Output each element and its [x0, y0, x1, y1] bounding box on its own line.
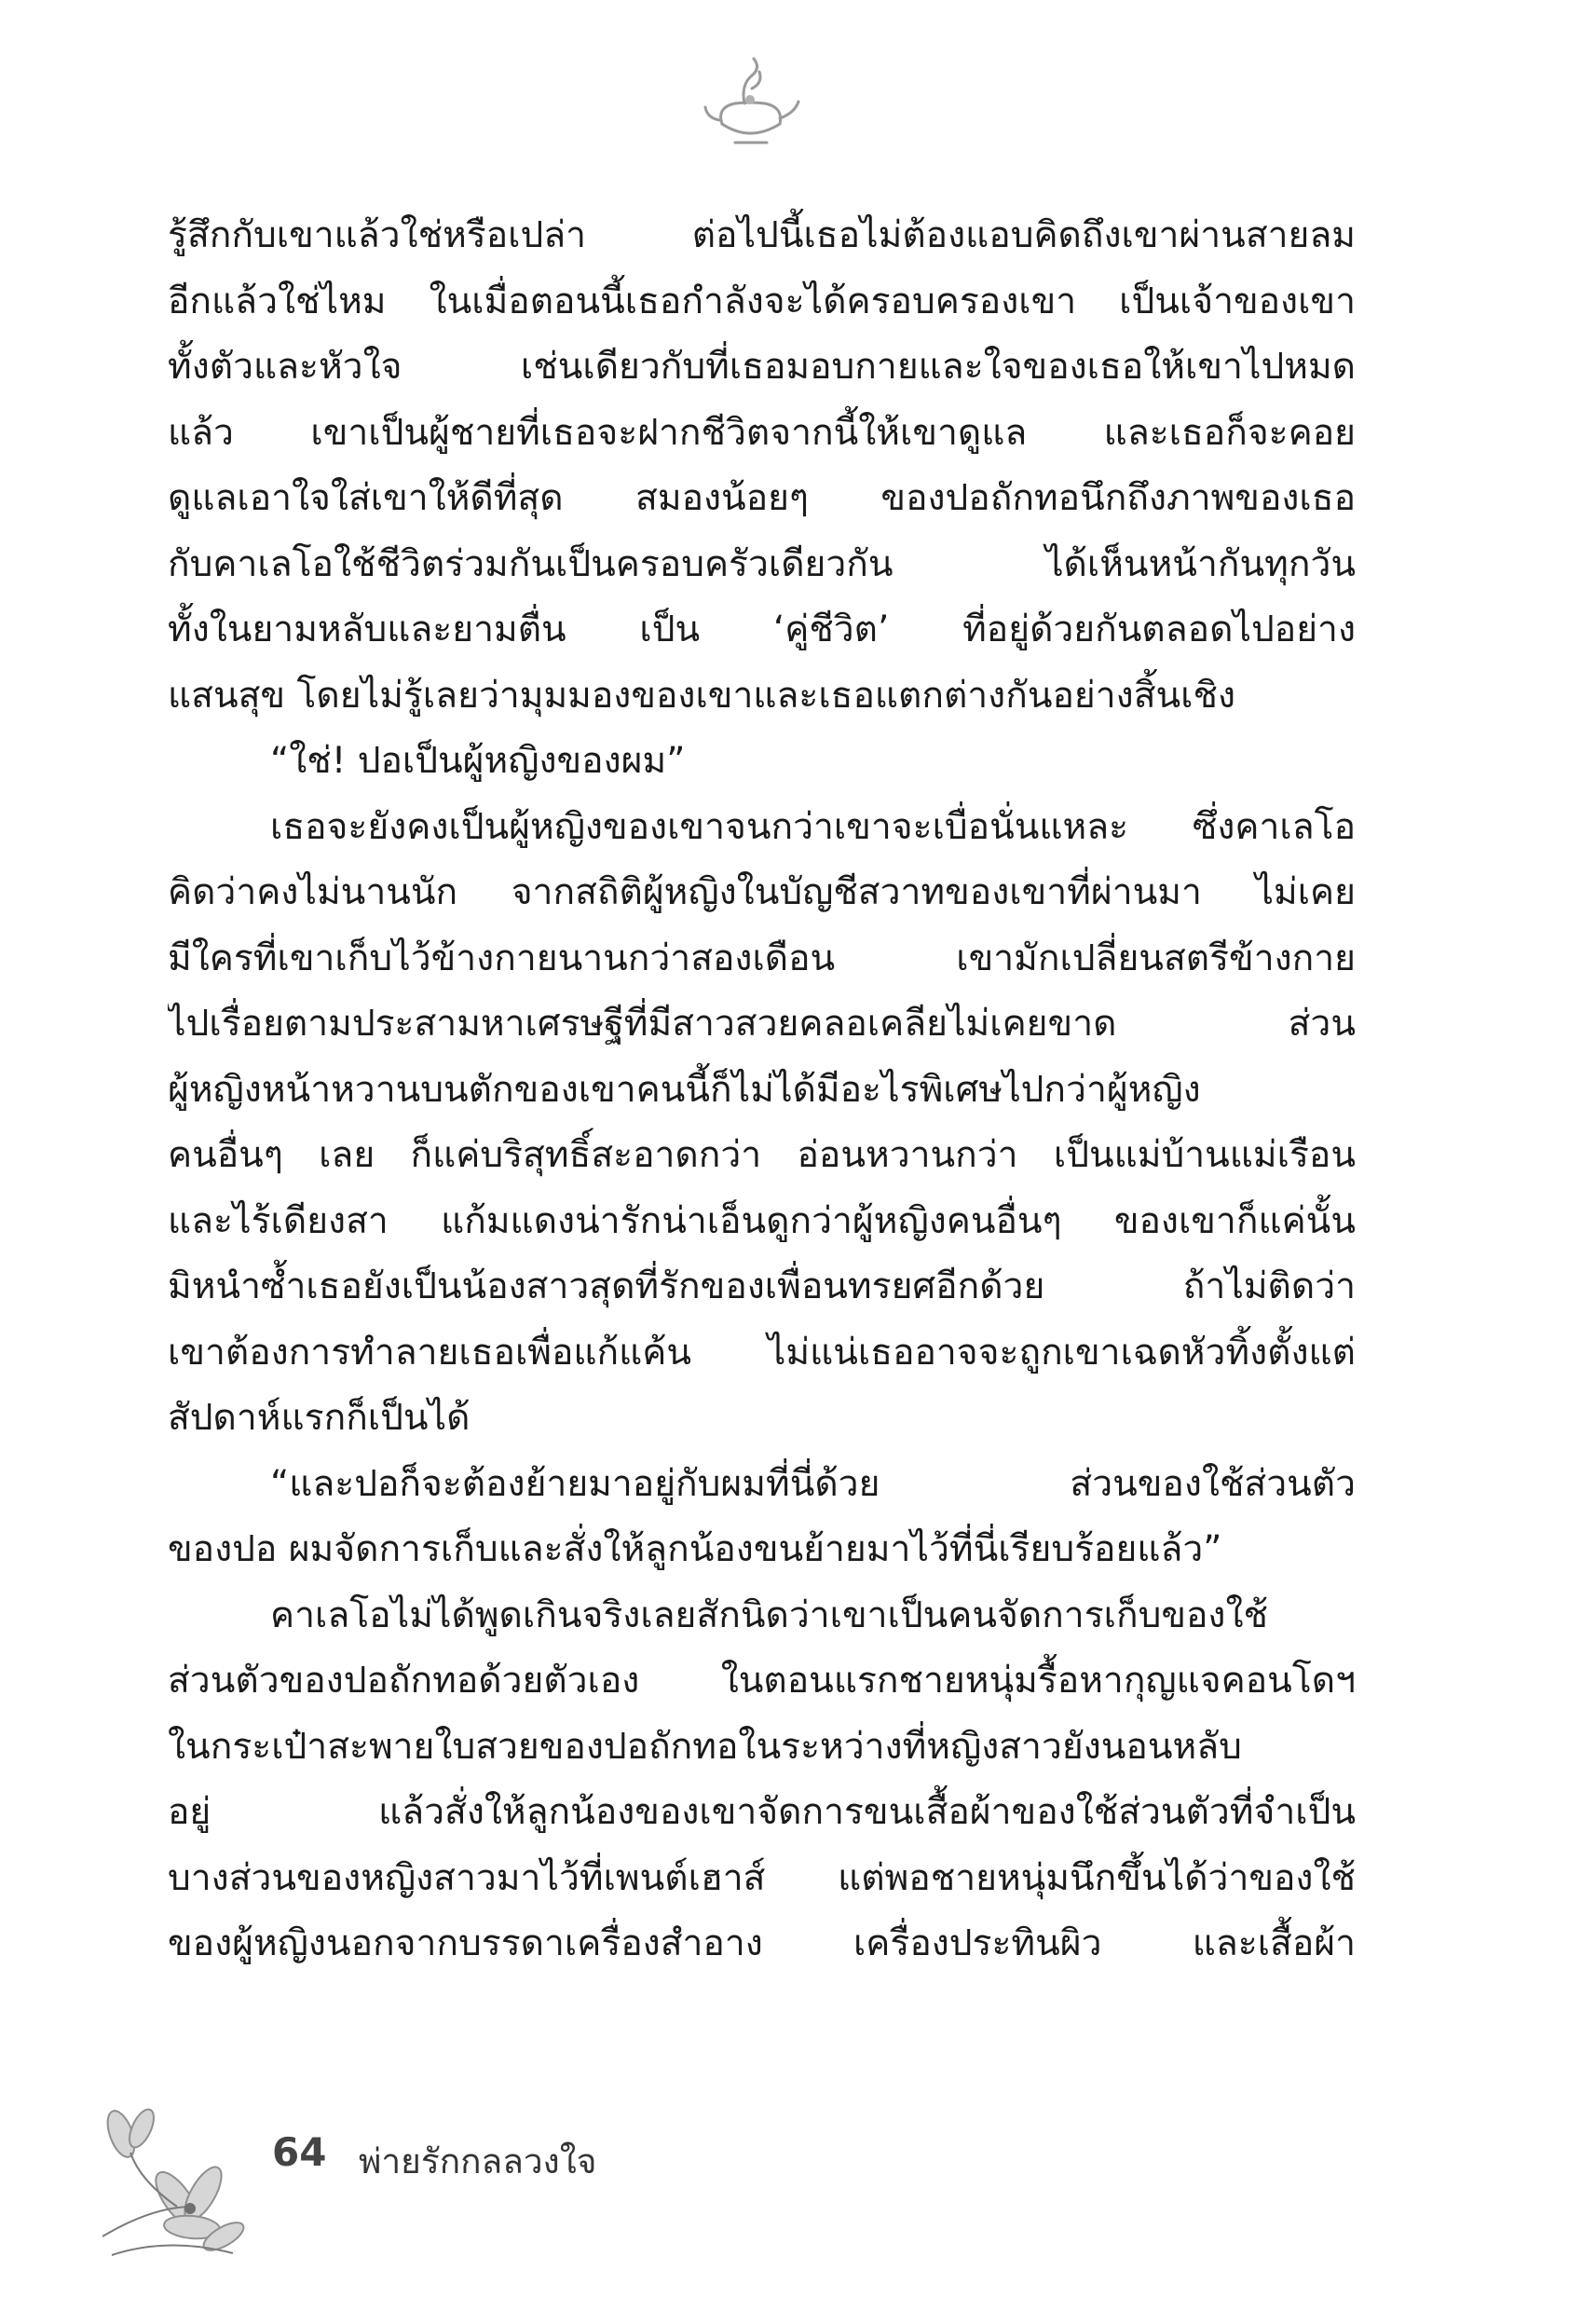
text-line: ไปเรื่อยตามประสามหาเศรษฐีที่มีสาวสวยคลอเคลียไม่เคยขาด ส่วน [168, 1003, 1356, 1045]
dialogue-line: ของปอ ผมจัดการเก็บและสั่งให้ลูกน้องขนย้ายมาไว้ที่นี่เรียบร้อยแล้ว” [168, 1528, 1222, 1570]
text-line: ทั้งตัวและหัวใจ เช่นเดียวกับที่เธอมอบกายและใจของเธอให้เขาไปหมด [168, 346, 1356, 388]
text-line: ดูแลเอาใจใส่เขาให้ดีที่สุด สมองน้อยๆ ของปอถักทอนึกถึงภาพของเธอ [168, 477, 1356, 519]
text-line: สัปดาห์แรกก็เป็นได้ [168, 1397, 471, 1439]
text-line: เขาต้องการทำลายเธอเพื่อแก้แค้น ไม่แน่เธออาจจะถูกเขาเฉดหัวทิ้งตั้งแต่ [168, 1331, 1356, 1374]
book-title: พ่ายรักกลลวงใจ [359, 2141, 597, 2181]
text-line: มิหนำซ้ำเธอยังเป็นน้องสาวสุดที่รักของเพื่อนทรยศอีกด้วย ถ้าไม่ติดว่า [168, 1265, 1356, 1307]
text-line: ผู้หญิงหน้าหวานบนตักของเขาคนนี้ก็ไม่ได้มีอะไรพิเศษไปกว่าผู้หญิง [168, 1068, 1201, 1111]
text-line: อีกแล้วใช่ไหม ในเมื่อตอนนี้เธอกำลังจะได้ครอบครองเขา เป็นเจ้าของเขา [168, 280, 1356, 322]
text-line: รู้สึกกับเขาแล้วใช่หรือเปล่า ต่อไปนี้เธอไม่ต้องแอบคิดถึงเขาผ่านสายลม [168, 214, 1356, 256]
text-line: แล้ว เขาเป็นผู้ชายที่เธอจะฝากชีวิตจากนี้ให้เขาดูแล และเธอก็จะคอย [168, 411, 1356, 454]
text-line: คนอื่นๆ เลย ก็แค่บริสุทธิ์สะอาดกว่า อ่อนหวานกว่า เป็นแม่บ้านแม่เรือน [168, 1134, 1356, 1176]
flower-icon [84, 2097, 261, 2274]
body-text [168, 203, 1356, 1977]
text-line: คาเลโอไม่ได้พูดเกินจริงเลยสักนิดว่าเขาเป็นคนจัดการเก็บของใช้ [270, 1593, 1268, 1636]
dialogue-line: “ใช่! ปอเป็นผู้หญิงของผม” [270, 740, 686, 782]
text-line: คิดว่าคงไม่นานนัก จากสถิติผู้หญิงในบัญชีสวาทของเขาที่ผ่านมา ไม่เคย [168, 871, 1356, 913]
dialogue-line: “และปอก็จะต้องย้ายมาอยู่กับผมที่นี่ด้วย ส่วนของใช้ส่วนตัว [270, 1462, 1356, 1505]
text-line: แสนสุข โดยไม่รู้เลยว่ามุมมองของเขาและเธอแตกต่างกันอย่างสิ้นเชิง [168, 674, 1236, 717]
text-line: บางส่วนของหญิงสาวมาไว้ที่เพนต์เฮาส์ แต่พอชายหนุ่มนึกขึ้นได้ว่าของใช้ [168, 1856, 1356, 1899]
lamp-icon [694, 51, 806, 163]
text-line: และไร้เดียงสา แก้มแดงน่ารักน่าเอ็นดูกว่าผู้หญิงคนอื่นๆ ของเขาก็แค่นั้น [168, 1199, 1356, 1242]
text-line: ของผู้หญิงนอกจากบรรดาเครื่องสำอาง เครื่องประทินผิว และเสื้อผ้า [168, 1922, 1356, 1964]
text-line: อยู่ แล้วสั่งให้ลูกน้องของเขาจัดการขนเสื้อผ้าของใช้ส่วนตัวที่จำเป็น [168, 1791, 1356, 1833]
text-line: เธอจะยังคงเป็นผู้หญิงของเขาจนกว่าเขาจะเบื่อนั่นแหละ ซึ่งคาเลโอ [270, 805, 1356, 848]
text-line: กับคาเลโอใช้ชีวิตร่วมกันเป็นครอบครัวเดียวกัน ได้เห็นหน้ากันทุกวัน [168, 542, 1356, 585]
page-number: 64 [272, 2129, 327, 2175]
text-line: ในกระเป๋าสะพายใบสวยของปอถักทอในระหว่างที่หญิงสาวยังนอนหลับ [168, 1725, 1242, 1768]
text-line: มีใครที่เขาเก็บไว้ข้างกายนานกว่าสองเดือน เขามักเปลี่ยนสตรีข้างกาย [168, 937, 1356, 979]
text-line: ส่วนตัวของปอถักทอด้วยตัวเอง ในตอนแรกชายหนุ่มรื้อหากุญแจคอนโดฯ [168, 1660, 1356, 1702]
text-line: ทั้งในยามหลับและยามตื่น เป็น ‘คู่ชีวิต’ ที่อยู่ด้วยกันตลอดไปอย่าง [168, 609, 1356, 650]
